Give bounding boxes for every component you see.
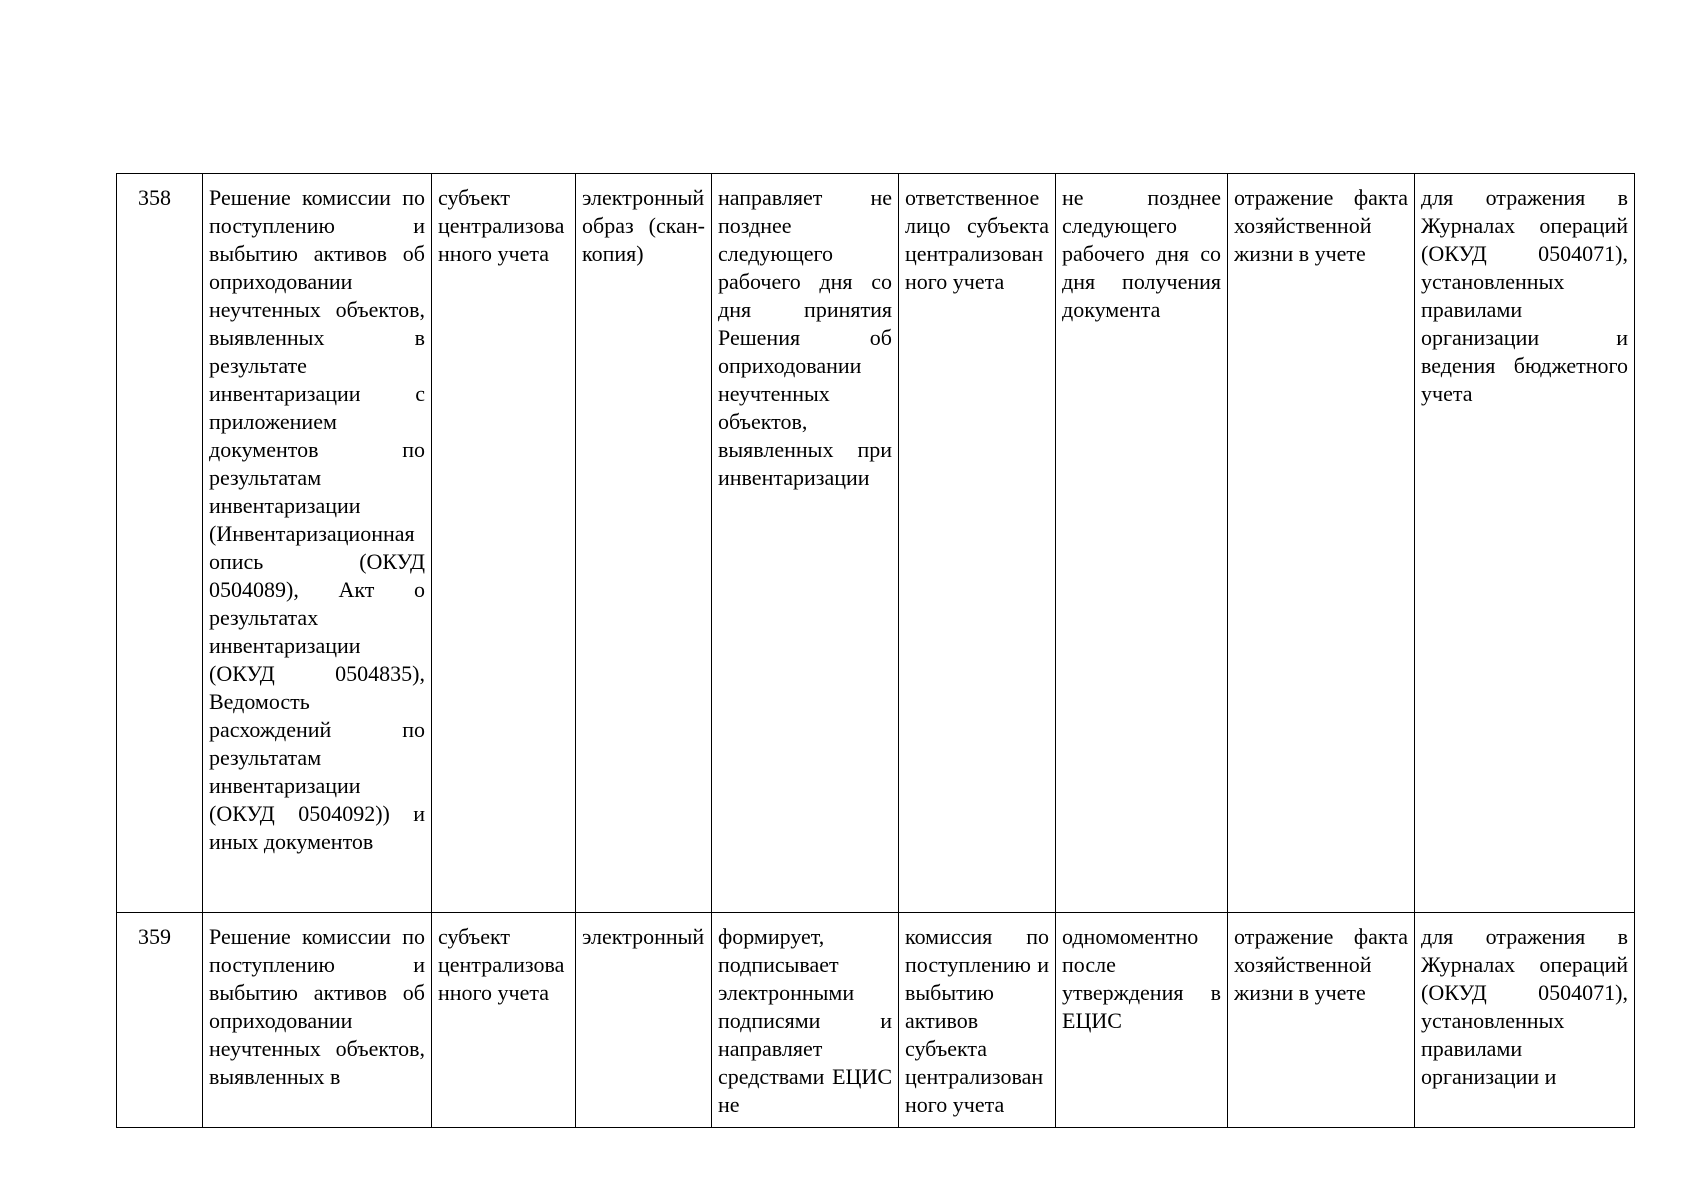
table-row <box>117 174 1635 913</box>
row-number-cell <box>117 913 203 1128</box>
responsible-cell <box>899 174 1056 913</box>
document-format: электронный образ (скан-копия) <box>582 185 705 266</box>
table-row <box>117 913 1635 1128</box>
row-number-cell <box>117 174 203 913</box>
notes: для отражения в Журналах операций (ОКУД 0504071), установленных правилами организации и ведения бюджетного учета <box>1421 185 1628 406</box>
purpose: отражение факта хозяйственной жизни в учете <box>1234 185 1408 266</box>
originator-cell <box>432 174 576 913</box>
deadline-cell <box>1056 174 1228 913</box>
purpose-cell <box>1228 174 1415 913</box>
responsible-party: ответственное лицо субъекта централизованного учета <box>905 185 1049 294</box>
notes-cell <box>1415 913 1635 1128</box>
purpose: отражение факта хозяйственной жизни в учете <box>1234 924 1408 1005</box>
originator-cell <box>432 913 576 1128</box>
document-name: Решение комиссии по поступлению и выбытию активов об оприходовании неучтенных объектов, выявленных в результате инвентаризации с приложением документов по результатам инвентаризации (Инвентаризационная опись (ОКУД 0504089), Акт о результатах инвентаризации (ОКУД 0504835), Ведомость расхождений по результатам инвентаризации (ОКУД 0504092)) и иных документов <box>209 185 425 854</box>
notes-cell <box>1415 174 1635 913</box>
originator: субъект централизованного учета <box>438 924 565 1005</box>
row-number: 358 <box>138 185 171 210</box>
action: формирует, подписывает электронными подписями и направляет средствами ЕЦИС не <box>718 924 892 1117</box>
originator: субъект централизованного учета <box>438 185 565 266</box>
deadline: одномоментно после утверждения в ЕЦИС <box>1062 924 1221 1033</box>
action-cell <box>712 913 899 1128</box>
document-cell <box>203 913 432 1128</box>
deadline-cell <box>1056 913 1228 1128</box>
row-number: 359 <box>138 924 171 949</box>
document-cell <box>203 174 432 913</box>
responsible-cell <box>899 913 1056 1128</box>
action-cell <box>712 174 899 913</box>
purpose-cell <box>1228 913 1415 1128</box>
responsible-party: комиссия по поступлению и выбытию активов субъекта централизованного учета <box>905 924 1049 1117</box>
action: направляет не позднее следующего рабочего дня со дня принятия Решения об оприходовании неучтенных объектов, выявленных при инвентаризации <box>718 185 892 490</box>
deadline: не позднее следующего рабочего дня со дня получения документа <box>1062 185 1221 322</box>
format-cell <box>576 174 712 913</box>
document-format: электронный <box>582 924 705 949</box>
format-cell <box>576 913 712 1128</box>
document-name: Решение комиссии по поступлению и выбытию активов об оприходовании неучтенных объектов, выявленных в <box>209 924 425 1089</box>
document-table <box>116 173 1635 1128</box>
notes: для отражения в Журналах операций (ОКУД 0504071), установленных правилами организации и <box>1421 924 1628 1089</box>
